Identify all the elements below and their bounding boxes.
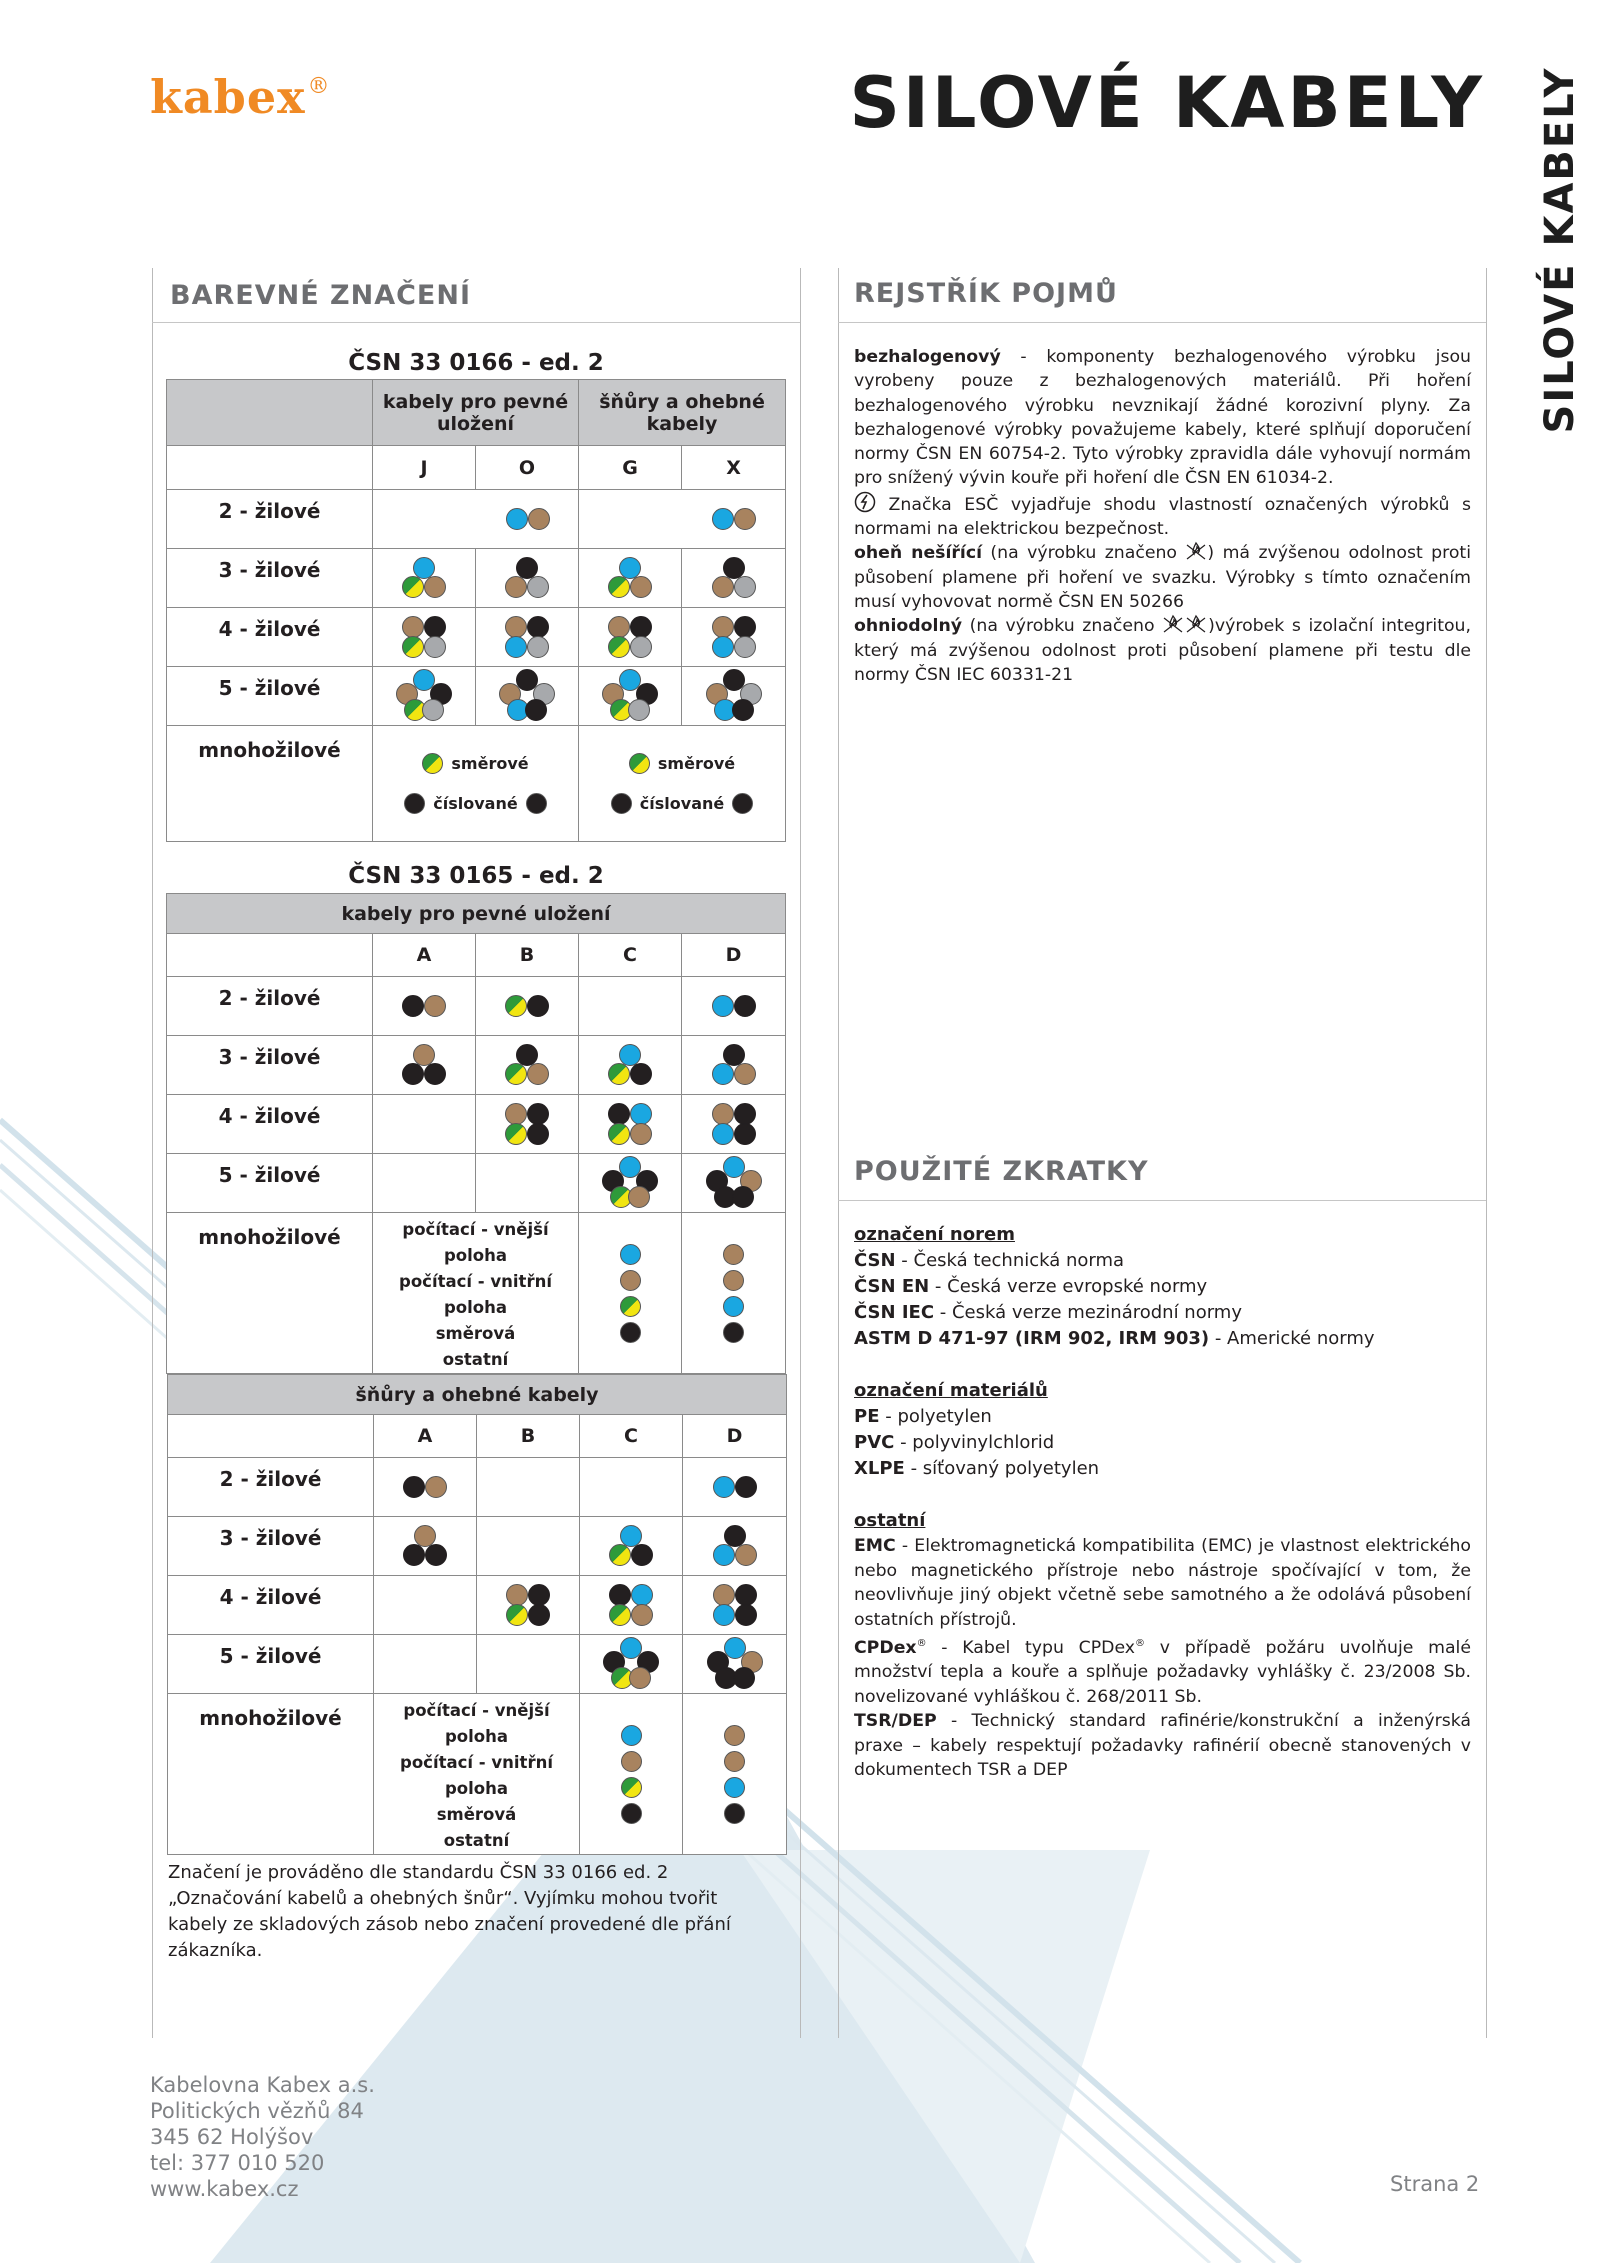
row-label: 3 - žilové <box>167 549 373 608</box>
legend-line: směrová <box>435 1324 516 1343</box>
abbr-item: PE - polyetylen <box>854 1406 992 1427</box>
core-dot <box>712 508 734 530</box>
core-dot <box>621 1751 642 1772</box>
term: bezhalogenový <box>854 347 1001 367</box>
row-label: mnohožilové <box>167 726 373 842</box>
website-link[interactable]: www.kabex.cz <box>150 2177 299 2201</box>
table-caption: ČSN 33 0166 - ed. 2 <box>348 350 604 376</box>
color-cell <box>682 1154 786 1213</box>
core-dot <box>734 995 756 1017</box>
address-line: 345 62 Holýšov <box>150 2125 314 2149</box>
core-dot <box>609 1584 631 1606</box>
core-dot <box>620 1270 641 1291</box>
page-title: SILOVÉ KABELY <box>849 62 1485 144</box>
term: oheň nešířící <box>854 543 982 564</box>
core-dot <box>723 1270 744 1291</box>
color-cell <box>476 977 579 1036</box>
row-label: 4 - žilové <box>167 608 373 667</box>
core-dot <box>505 1103 527 1125</box>
color-cell <box>374 1576 477 1635</box>
row-label: 2 - žilové <box>167 490 373 549</box>
color-cell <box>579 490 786 549</box>
core-dot <box>735 1476 757 1498</box>
color-cell <box>580 1458 683 1517</box>
core-dot <box>735 1604 757 1626</box>
core-dot <box>630 576 652 598</box>
column-header: C <box>580 1415 683 1458</box>
column-header: X <box>682 446 786 490</box>
core-dot <box>621 1777 642 1798</box>
color-cell <box>579 608 682 667</box>
legend-line: ostatní <box>442 1350 509 1369</box>
legend-line: počítací - vnější poloha <box>402 1220 549 1265</box>
table-header-empty <box>167 934 373 977</box>
abbr-group-title: označení norem <box>854 1224 1015 1245</box>
color-cell <box>682 1036 786 1095</box>
row-label: 5 - žilové <box>167 1154 373 1213</box>
row-label: 4 - žilové <box>168 1576 374 1635</box>
core-dot <box>608 576 630 598</box>
color-cell <box>373 608 476 667</box>
color-table-csn-330166 <box>166 379 786 842</box>
color-cell <box>476 1036 579 1095</box>
core-dot <box>424 636 446 658</box>
legend-line: ostatní <box>443 1831 510 1850</box>
color-cell <box>476 1154 579 1213</box>
color-cell <box>579 1036 682 1095</box>
multicore-cell <box>373 726 579 842</box>
color-cell <box>373 1036 476 1095</box>
divider <box>1486 268 1487 2038</box>
row-label: mnohožilové <box>167 1213 373 1374</box>
core-dot <box>402 995 424 1017</box>
core-dot <box>732 1186 754 1208</box>
column-header: D <box>683 1415 787 1458</box>
multicore-label: směrové <box>451 754 529 773</box>
color-cell <box>579 1095 682 1154</box>
divider <box>152 268 153 2038</box>
core-dot <box>712 636 734 658</box>
color-cell <box>477 1576 580 1635</box>
core-dot <box>505 636 527 658</box>
color-cell <box>580 1576 683 1635</box>
color-cell <box>580 1635 683 1694</box>
core-dot <box>630 1103 652 1125</box>
core-dot <box>712 995 734 1017</box>
core-dot <box>425 1476 447 1498</box>
legend-line: počítací - vnitřní poloha <box>399 1272 552 1317</box>
core-dot <box>526 793 547 814</box>
table-header-empty <box>168 1415 374 1458</box>
color-cell <box>683 1517 787 1576</box>
core-dot <box>631 1604 653 1626</box>
color-cell <box>476 667 579 726</box>
table-header-empty <box>167 446 373 490</box>
multicore-label: směrové <box>657 754 736 773</box>
glossary-text <box>854 345 1471 687</box>
legend-line: směrová <box>436 1805 517 1824</box>
core-dot <box>620 1244 641 1265</box>
color-cell <box>682 667 786 726</box>
color-cell <box>476 1095 579 1154</box>
core-dot <box>620 1296 641 1317</box>
row-label: 2 - žilové <box>167 977 373 1036</box>
row-label: 3 - žilové <box>168 1517 374 1576</box>
core-dot <box>608 1103 630 1125</box>
core-dot <box>505 616 527 638</box>
core-dot <box>724 1751 745 1772</box>
core-dot <box>528 1604 550 1626</box>
core-dot <box>424 995 446 1017</box>
core-dot <box>723 1322 744 1343</box>
column-group-header: kabely pro pevné uložení <box>373 380 579 446</box>
core-dot <box>608 1063 630 1085</box>
core-dot <box>712 1063 734 1085</box>
color-cell <box>373 667 476 726</box>
abbr-item: CPDex® - Kabel typu CPDex® v případě požáru uvolňuje malé množství tepla a kouře a splňuje požadavky vyhlášky č. 23/2008 Sb. novelizované vyhláškou č. 268/2011 Sb. <box>854 1637 1471 1707</box>
abbr-item: ASTM D 471-97 (IRM 902, IRM 903) - Americké normy <box>854 1328 1375 1349</box>
core-dot <box>735 1544 757 1566</box>
core-dot <box>734 636 756 658</box>
row-label: 3 - žilové <box>167 1036 373 1095</box>
core-dot <box>424 616 446 638</box>
core-dot <box>424 576 446 598</box>
core-dot <box>528 1584 550 1606</box>
abbr-item: PVC - polyvinylchlorid <box>854 1432 1055 1453</box>
color-cell <box>579 1154 682 1213</box>
section-heading-color-coding: BAREVNÉ ZNAČENÍ <box>170 280 472 311</box>
abbr-item: XLPE - síťovaný polyetylen <box>854 1458 1100 1479</box>
color-cell <box>682 977 786 1036</box>
abbr-group-title: označení materiálů <box>854 1380 1048 1401</box>
multicore-label: číslované <box>433 794 518 813</box>
color-table-csn-330165-flexible <box>167 1374 787 1855</box>
multicore-legend <box>374 1694 580 1855</box>
color-cell <box>683 1458 787 1517</box>
core-dot <box>713 1584 735 1606</box>
divider <box>838 322 1486 323</box>
table-group-header: kabely pro pevné uložení <box>167 894 786 934</box>
core-dot <box>404 793 425 814</box>
term-definition: (na výrobku značeno <box>982 543 1186 564</box>
core-dot <box>734 1063 756 1085</box>
core-dot <box>734 1123 756 1145</box>
divider <box>152 322 800 323</box>
color-cell <box>373 977 476 1036</box>
core-dot <box>403 1544 425 1566</box>
color-cell <box>579 667 682 726</box>
divider <box>800 268 801 2038</box>
core-dot <box>527 995 549 1017</box>
core-dot <box>724 1803 745 1824</box>
core-dot <box>527 1123 549 1145</box>
color-cell <box>579 549 682 608</box>
core-dot <box>527 616 549 638</box>
color-cell <box>683 1635 787 1694</box>
section-heading-abbreviations: POUŽITÉ ZKRATKY <box>854 1156 1149 1187</box>
color-cell <box>477 1458 580 1517</box>
color-cell <box>477 1635 580 1694</box>
core-dot <box>620 1322 641 1343</box>
core-dot <box>505 995 527 1017</box>
core-dot <box>628 699 650 721</box>
core-dot <box>723 1244 744 1265</box>
core-dot <box>732 793 753 814</box>
column-header: C <box>579 934 682 977</box>
core-dot <box>629 1667 651 1689</box>
divider <box>838 1200 1486 1201</box>
color-cell <box>477 1517 580 1576</box>
core-dot <box>402 576 424 598</box>
color-cell <box>476 608 579 667</box>
core-dot <box>713 1604 735 1626</box>
table-caption: ČSN 33 0165 - ed. 2 <box>348 863 604 889</box>
column-header: A <box>374 1415 477 1458</box>
legend-line: počítací - vnější poloha <box>403 1701 550 1746</box>
abbr-item: ČSN EN - Česká verze evropské normy <box>854 1276 1208 1297</box>
column-header: B <box>477 1415 580 1458</box>
column-header: B <box>476 934 579 977</box>
color-cell <box>373 1095 476 1154</box>
address-line: Kabelovna Kabex a.s. <box>150 2073 375 2097</box>
flame-retardant-icon <box>1185 541 1207 559</box>
row-label: mnohožilové <box>168 1694 374 1855</box>
color-cell <box>682 1095 786 1154</box>
core-dot <box>630 616 652 638</box>
core-dot <box>723 1296 744 1317</box>
core-dot <box>712 1123 734 1145</box>
marking-note: Značení je prováděno dle standardu ČSN 33 0166 ed. 2 „Označování kabelů a ohebných šnůr“. Vyjímku mohou tvořit kabely ze skladových zásob nebo značení provedené dle přání zákazníka. <box>168 1862 731 1961</box>
core-dot <box>402 636 424 658</box>
column-header: O <box>476 446 579 490</box>
core-dot <box>621 1803 642 1824</box>
multicore-cell <box>579 726 786 842</box>
core-dot <box>525 699 547 721</box>
core-dot <box>527 1103 549 1125</box>
color-cell <box>374 1635 477 1694</box>
core-dot <box>629 753 650 774</box>
color-cell <box>683 1694 787 1855</box>
column-header: D <box>682 934 786 977</box>
color-cell <box>579 1213 682 1374</box>
core-dot <box>732 699 754 721</box>
color-cell <box>579 977 682 1036</box>
core-dot <box>611 793 632 814</box>
side-title: SILOVÉ KABELY <box>1537 66 1583 434</box>
core-dot <box>422 699 444 721</box>
core-dot <box>425 1544 447 1566</box>
fire-resistant-icon <box>1162 614 1208 632</box>
core-dot <box>713 1544 735 1566</box>
abbr-item: ČSN - Česká technická norma <box>854 1250 1125 1271</box>
color-cell <box>374 1517 477 1576</box>
core-dot <box>630 1063 652 1085</box>
core-dot <box>734 616 756 638</box>
core-dot <box>609 1544 631 1566</box>
abbr-item: TSR/DEP - Technický standard rafinérie/konstrukční a inženýrská praxe – kabely respektují požadavky rafinérií obecně stanovených v dokumentech TSR a DEP <box>854 1711 1471 1781</box>
color-cell <box>373 490 579 549</box>
core-dot <box>712 576 734 598</box>
core-dot <box>506 1604 528 1626</box>
color-cell <box>683 1576 787 1635</box>
core-dot <box>630 636 652 658</box>
core-dot <box>402 616 424 638</box>
core-dot <box>724 1777 745 1798</box>
core-dot <box>621 1725 642 1746</box>
company-address <box>150 2072 375 2202</box>
color-cell <box>373 549 476 608</box>
row-label: 2 - žilové <box>168 1458 374 1517</box>
core-dot <box>608 1123 630 1145</box>
term-definition: ) má zvýšenou odolnost proti působení plamene při hoření ve svazku. Výrobky s tímto označením musí vyhovovat normě ČSN EN 50266 <box>854 543 1472 612</box>
term: ohniodolný <box>854 616 963 637</box>
row-label: 5 - žilové <box>168 1635 374 1694</box>
core-dot <box>506 508 528 530</box>
core-dot <box>733 1667 755 1689</box>
core-dot <box>608 636 630 658</box>
color-cell <box>580 1517 683 1576</box>
color-table-csn-330165-fixed <box>166 893 786 1374</box>
core-dot <box>609 1604 631 1626</box>
term-definition: - komponenty bezhalogenového výrobku jsou vyrobeny pouze z bezhalogenových materiálů. Při hoření bezhalogenového výrobku nevznikají žádné korozivní plyny. Za bezhalogenové výrobky považujeme kabely, které splňují doporučení normy ČSN EN 60754-2. Tyto výrobky zpravidla dále vyhovují normám pro snížený vývin kouře při hoření dle ČSN EN 61034-2. <box>854 347 1471 489</box>
color-cell <box>580 1694 683 1855</box>
core-dot <box>712 1103 734 1125</box>
core-dot <box>631 1584 653 1606</box>
term-definition: )výrobek s izolační integritou, který má zvýšenou odolnost proti působení plamene při testu dle normy ČSN IEC 60331-21 <box>854 616 1472 685</box>
core-dot <box>422 753 443 774</box>
esc-mark-icon <box>854 491 876 509</box>
core-dot <box>527 1063 549 1085</box>
core-dot <box>734 1103 756 1125</box>
core-dot <box>630 1123 652 1145</box>
multicore-legend <box>373 1213 579 1374</box>
column-group-header: šňůry a ohebné kabely <box>579 380 786 446</box>
address-line: Politických vězňů 84 <box>150 2099 364 2123</box>
page-number: Strana 2 <box>1390 2172 1480 2196</box>
abbr-group-title: ostatní <box>854 1510 926 1531</box>
core-dot <box>505 1123 527 1145</box>
core-dot <box>608 616 630 638</box>
core-dot <box>527 576 549 598</box>
table-group-header: šňůry a ohebné kabely <box>168 1375 787 1415</box>
color-cell <box>682 549 786 608</box>
core-dot <box>505 576 527 598</box>
divider <box>838 268 839 2038</box>
core-dot <box>631 1544 653 1566</box>
core-dot <box>506 1584 528 1606</box>
core-dot <box>527 636 549 658</box>
core-dot <box>505 1063 527 1085</box>
core-dot <box>528 508 550 530</box>
abbreviations-list <box>854 1222 1471 1783</box>
abbr-item: EMC - Elektromagnetická kompatibilita (EMC) je vlastnost elektrického nebo magnetického přístroje nebo nástroje spočívající v tom, že neovlivňuje jiný objekt včetně sebe samotného a že odolává působení ostatních přístrojů. <box>854 1536 1471 1630</box>
core-dot <box>712 616 734 638</box>
color-cell <box>374 1458 477 1517</box>
abbr-item: ČSN IEC - Česká verze mezinárodní normy <box>854 1302 1242 1323</box>
color-cell <box>476 549 579 608</box>
row-label: 4 - žilové <box>167 1095 373 1154</box>
legend-line: počítací - vnitřní poloha <box>400 1753 553 1798</box>
row-label: 5 - žilové <box>167 667 373 726</box>
color-cell <box>373 1154 476 1213</box>
core-dot <box>735 1584 757 1606</box>
column-header: J <box>373 446 476 490</box>
core-dot <box>713 1476 735 1498</box>
column-header: A <box>373 934 476 977</box>
core-dot <box>424 1063 446 1085</box>
term-definition: Značka ESČ vyjadřuje shodu vlastností označených výrobků s normami na elektrickou bezpečnost. <box>854 494 1471 540</box>
core-dot <box>403 1476 425 1498</box>
core-dot <box>734 576 756 598</box>
core-dot <box>734 508 756 530</box>
address-line: tel: 377 010 520 <box>150 2151 325 2175</box>
color-cell <box>682 1213 786 1374</box>
core-dot <box>628 1186 650 1208</box>
section-heading-glossary: REJSTŘÍK POJMŮ <box>854 278 1118 309</box>
column-header: G <box>579 446 682 490</box>
core-dot <box>724 1725 745 1746</box>
multicore-label: číslované <box>639 794 725 813</box>
kabex-logo: kabex® <box>150 70 331 124</box>
color-cell <box>682 608 786 667</box>
term-definition: (na výrobku značeno <box>962 616 1163 637</box>
core-dot <box>402 1063 424 1085</box>
table-header-empty <box>167 380 373 446</box>
